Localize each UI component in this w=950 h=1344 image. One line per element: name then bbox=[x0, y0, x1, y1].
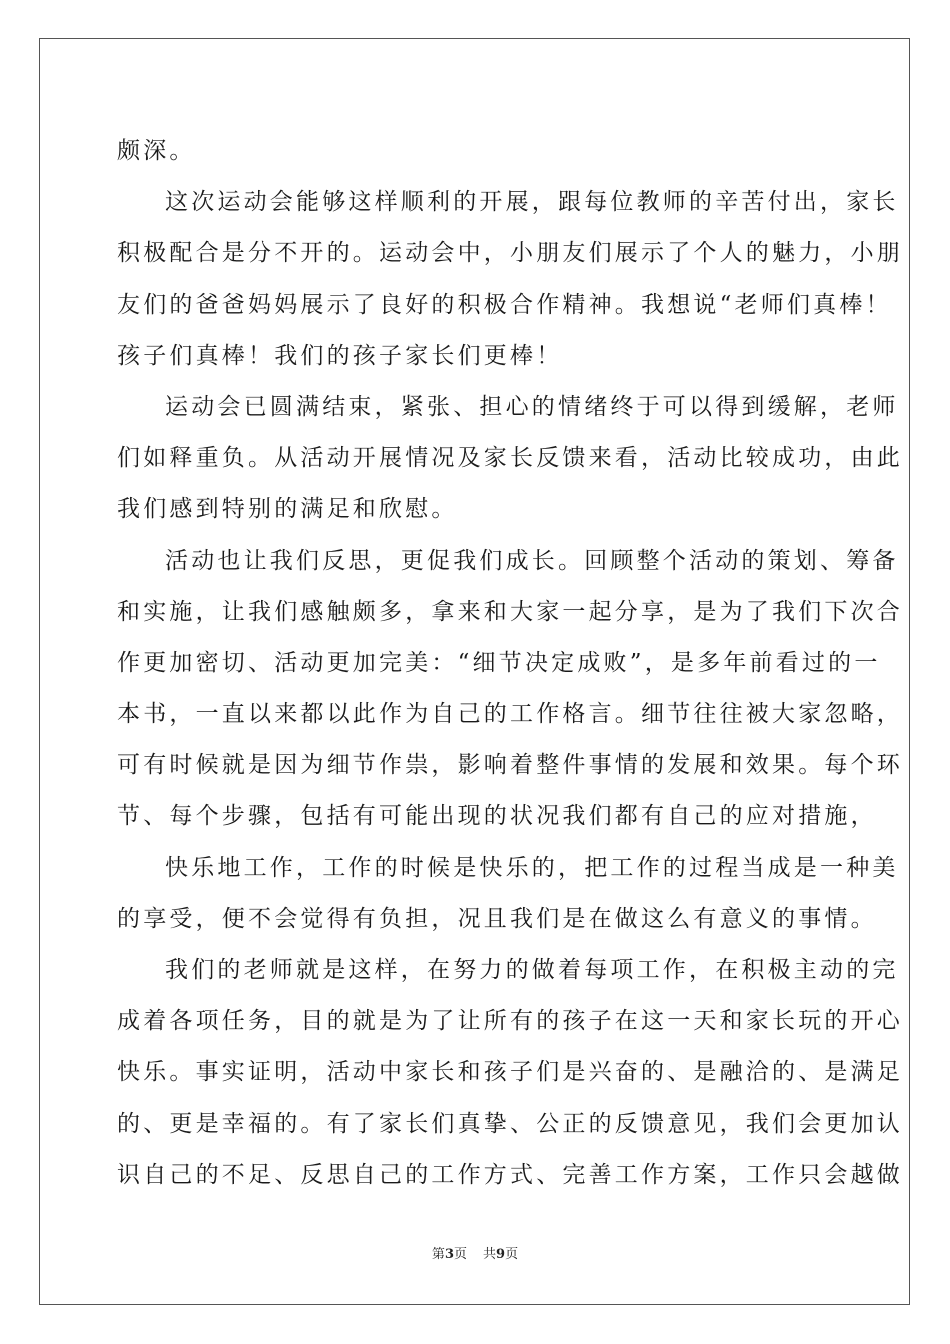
page-suffix: 页 bbox=[453, 1247, 467, 1262]
page-footer bbox=[0, 1246, 950, 1264]
text-line: 我们感到特别的满足和欣慰。 bbox=[117, 496, 458, 523]
text-line: 成着各项任务，目的就是为了让所有的孩子在这一天和家长玩的开心 bbox=[117, 1008, 903, 1035]
text-line: 这次运动会能够这样顺利的开展，跟每位教师的辛苦付出，家长 bbox=[165, 189, 899, 216]
page-prefix: 第 bbox=[431, 1247, 445, 1262]
text-line: 运动会已圆满结束，紧张、担心的情绪终于可以得到缓解，老师 bbox=[165, 393, 899, 420]
text-line: 的、更是幸福的。有了家长们真挚、公正的反馈意见，我们会更加认 bbox=[117, 1110, 903, 1137]
text-line: 孩子们真棒！我们的孩子家长们更棒！ bbox=[117, 342, 563, 369]
text-line: 可有时候就是因为细节作祟，影响着整件事情的发展和效果。每个环 bbox=[117, 752, 903, 779]
text-line: 和实施，让我们感触颇多，拿来和大家一起分享，是为了我们下次合 bbox=[117, 598, 903, 625]
text-line: 的享受，便不会觉得有负担，况且我们是在做这么有意义的事情。 bbox=[117, 905, 877, 932]
text-line: 快乐。事实证明，活动中家长和孩子们是兴奋的、是融洽的、是满足 bbox=[117, 1059, 903, 1086]
text-line: 作更加密切、活动更加完美：“细节决定成败”，是多年前看过的一 bbox=[117, 649, 881, 676]
text-line: 识自己的不足、反思自己的工作方式、完善工作方案，工作只会越做 bbox=[117, 1161, 903, 1188]
text-line: 节、每个步骤，包括有可能出现的状况我们都有自己的应对措施， bbox=[117, 803, 877, 830]
total-prefix: 共 bbox=[483, 1247, 497, 1262]
current-page-number: 3 bbox=[444, 1247, 454, 1262]
total-suffix: 页 bbox=[505, 1247, 519, 1262]
text-line: 友们的爸爸妈妈展示了良好的积极合作精神。我想说“老师们真棒！ bbox=[117, 291, 892, 318]
text-line: 快乐地工作，工作的时候是快乐的，把工作的过程当成是一种美 bbox=[165, 854, 899, 881]
total-pages-number: 9 bbox=[496, 1247, 506, 1262]
text-line: 活动也让我们反思，更促我们成长。回顾整个活动的策划、筹备 bbox=[165, 547, 899, 574]
text-line: 我们的老师就是这样，在努力的做着每项工作，在积极主动的完 bbox=[165, 957, 899, 983]
text-line: 积极配合是分不开的。运动会中，小朋友们展示了个人的魅力，小朋 bbox=[117, 240, 903, 267]
text-line: 本书，一直以来都以此作为自己的工作格言。细节往往被大家忽略， bbox=[117, 701, 903, 728]
document-body bbox=[117, 126, 903, 1201]
text-line: 们如释重负。从活动开展情况及家长反馈来看，活动比较成功，由此 bbox=[117, 445, 903, 472]
text-line: 颇深。 bbox=[117, 138, 196, 164]
